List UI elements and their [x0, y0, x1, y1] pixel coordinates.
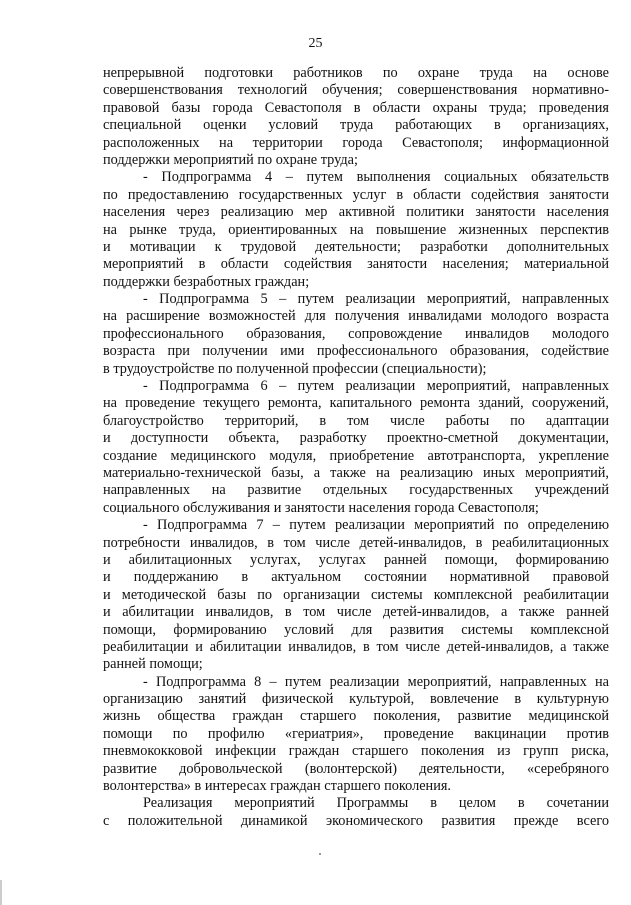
text-line: помощи, формированию условий для развития системы комплексной [103, 621, 609, 638]
text-line: с положительной динамикой экономического развития прежде всего [103, 812, 609, 829]
text-line: реабилитации и абилитации инвалидов, в том числе детей-инвалидов, а также [103, 638, 609, 655]
text-line: возраста при получении ими профессионального образования, содействие [103, 343, 609, 360]
text-line: - Подпрограмма 5 – путем реализации мероприятий, направленных [143, 291, 609, 308]
text-line: и абилитационных услугах, услугах ранней помощи, формированию [103, 551, 609, 568]
text-line: специальной оценки условий труда работающих в организациях, [103, 117, 609, 134]
text-line: благоустройство территорий, в том числе работы по адаптации [103, 412, 609, 429]
text-line: и доступности объекта, разработку проектно-сметной документации, [103, 430, 609, 447]
text-line: направленных на развитие отдельных государственных учреждений [103, 482, 609, 499]
text-line: и мотивации к трудовой деятельности; разработки дополнительных [103, 238, 609, 255]
text-line: на рынке труда, ориентированных на повышение жизненных перспектив [103, 221, 609, 238]
text-line: помощи по профилю «гериатрия», проведение вакцинации против [103, 725, 609, 742]
text-line: волонтерства» в интересах граждан старшего поколения. [103, 778, 452, 795]
text-line: - Подпрограмма 6 – путем реализации мероприятий, направленных [143, 378, 609, 395]
text-line: на расширение возможностей для получения инвалидами молодого возраста [103, 308, 609, 325]
text-line: - Подпрограмма 4 – путем выполнения социальных обязательств [143, 169, 609, 186]
text-line: Реализация мероприятий Программы в целом в сочетании [143, 795, 609, 812]
text-line: и методической базы по организации системы комплексной реабилитации [103, 586, 609, 603]
text-line: развитие добровольческой (волонтерской) деятельности, «серебряного [103, 760, 609, 777]
body-text [103, 65, 609, 830]
text-line: в трудоустройстве по полученной профессии (специальности); [103, 360, 487, 377]
text-line: мероприятий в области содействия занятости населения; материальной [103, 256, 609, 273]
text-line: пневмококковой инфекции граждан старшего поколения из групп риска, [103, 743, 609, 760]
text-line: профессионального образования, сопровождение инвалидов молодого [103, 325, 609, 342]
text-line: создание медицинского модуля, приобретение автотранспорта, укрепление [103, 447, 609, 464]
text-line: социального обслуживания и занятости населения города Севастополя; [103, 499, 539, 516]
text-line: и поддержанию в актуальном состоянии нормативной правовой [103, 569, 609, 586]
text-line: поддержки безработных граждан; [103, 273, 310, 290]
scan-edge-mark [0, 880, 2, 905]
text-line: по предоставлению государственных услуг в области содействия занятости [103, 186, 609, 203]
text-line: населения через реализацию мер активной политики занятости населения [103, 204, 609, 221]
text-line: правовой базы города Севастополя в области охраны труда; проведения [103, 99, 609, 116]
text-line: поддержки мероприятий по охране труда; [103, 151, 358, 168]
text-line: - Подпрограмма 7 – путем реализации мероприятий по определению [143, 517, 609, 534]
page-number: 25 [308, 36, 323, 51]
text-line: организацию занятий физической культурой, вовлечение в культурную [103, 691, 609, 708]
text-line: и абилитации инвалидов, в том числе детей-инвалидов, а также ранней [103, 604, 609, 621]
text-line: совершенствования технологий обучения; совершенствования нормативно- [103, 82, 609, 99]
text-line: на проведение текущего ремонта, капитального ремонта зданий, сооружений, [103, 395, 609, 412]
text-line: - Подпрограмма 8 – путем реализации мероприятий, направленных на [143, 673, 609, 690]
text-line: непрерывной подготовки работников по охране труда на основе [103, 65, 609, 81]
text-line: материально-технической базы, а также на реализацию иных мероприятий, [103, 464, 609, 481]
text-line: жизнь общества граждан старшего поколения, развитие медицинской [103, 708, 609, 725]
scan-speck [319, 853, 321, 855]
text-line: ранней помощи; [103, 656, 203, 673]
text-line: потребности инвалидов, в том числе детей-инвалидов, в реабилитационных [103, 534, 609, 551]
text-line: расположенных на территории города Севастополя; информационной [103, 134, 609, 151]
